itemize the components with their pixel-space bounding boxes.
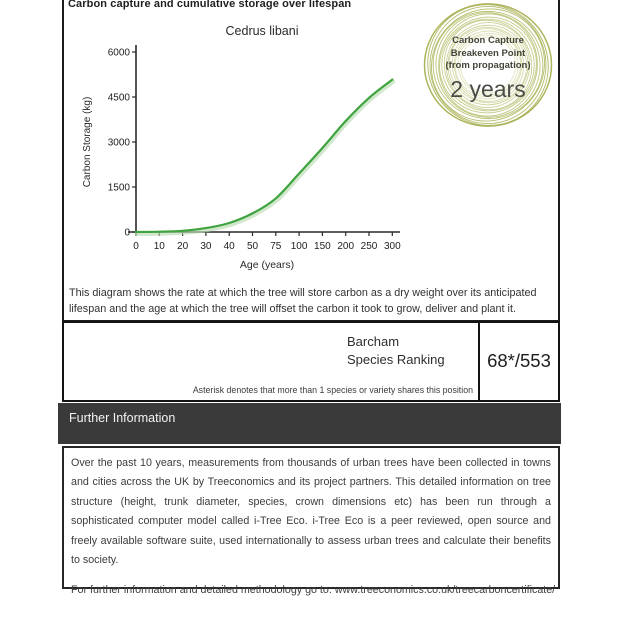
page-title: Carbon capture and cumulative storage over lifespan [68, 0, 352, 10]
breakeven-years-value: 2 years [450, 75, 526, 102]
ranking-label-line2: Species Ranking [347, 351, 445, 367]
svg-text:50: 50 [246, 241, 259, 252]
breakeven-badge [422, 35, 554, 103]
svg-text:250: 250 [360, 241, 378, 252]
svg-text:75: 75 [270, 241, 282, 252]
svg-text:Cedrus libani: Cedrus libani [225, 24, 299, 38]
ranking-asterisk-note: Asterisk denotes that more than 1 species or variety shares this position [192, 385, 473, 395]
ranking-label-line1: Barcham [347, 334, 400, 349]
ranking-value: 68*/553 [487, 350, 551, 371]
svg-text:150: 150 [314, 241, 331, 252]
svg-text:1500: 1500 [107, 182, 130, 194]
further-information-paragraph: Over the past 10 years, measurements from thousands of urban trees have been collected in towns and cities across the UK by Treeconomics and its project partners. This detailed information on tree structure (height, trunk diameter, species, crown dimensions etc) has been run through a sophisticated computer model called i-Tree Eco. i-Tree Eco is a peer reviewed, open source and freely available software suite, used internationally to assess urban trees and calculate their benefits to society. [71, 457, 551, 567]
badge-label-line3: (from propagation) [445, 60, 531, 71]
svg-text:0: 0 [133, 241, 139, 252]
ranking-label [347, 333, 445, 368]
svg-text:10: 10 [153, 241, 165, 252]
svg-text:Age (years): Age (years) [239, 259, 295, 271]
svg-text:40: 40 [223, 241, 235, 252]
further-information-header [58, 403, 561, 444]
svg-text:0: 0 [124, 227, 130, 239]
svg-text:30: 30 [200, 241, 212, 252]
svg-text:Carbon Storage (kg): Carbon Storage (kg) [82, 96, 93, 188]
svg-text:4500: 4500 [107, 92, 130, 104]
methodology-link-line[interactable]: For further information and detailed methodology go to: www.treeconomics.co.uk/treecarboncertificate/ [71, 584, 556, 597]
svg-text:6000: 6000 [107, 47, 130, 59]
further-information-title: Further Information [69, 411, 176, 425]
svg-text:100: 100 [290, 241, 308, 252]
svg-text:200: 200 [337, 241, 355, 252]
chart-description: This diagram shows the rate at which the tree will store carbon as a dry weight over its anticipated lifespan and the age at which the tree will offset the carbon it took to grow, deliver and plant it. [69, 287, 537, 315]
species-ranking-section [62, 321, 560, 402]
chart-section [62, 0, 560, 322]
badge-label-line1: Carbon Capture [452, 35, 524, 46]
svg-text:3000: 3000 [107, 137, 130, 149]
svg-text:300: 300 [383, 241, 401, 252]
svg-text:20: 20 [177, 241, 189, 252]
further-information-body [62, 446, 560, 597]
badge-label-line2: Breakeven Point [450, 47, 526, 59]
